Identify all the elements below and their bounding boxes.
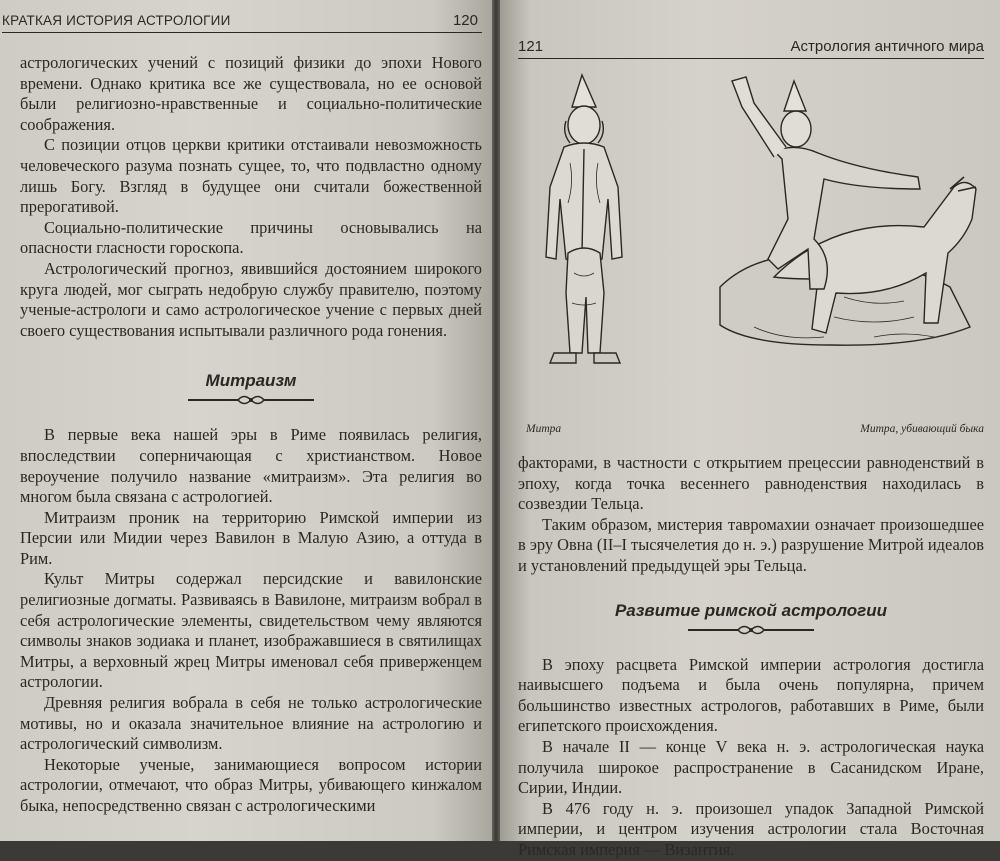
paragraph: В первые века нашей эры в Риме появилась религия, впоследствии соперничающая с христианством. Новое вероучение получило название «митраизм». Эта религия во многом была связана с астрологией. [20,425,482,507]
ornament-divider-icon [686,623,816,637]
left-running-head [2,12,482,33]
mithra-slaying-bull-illustration [714,67,984,367]
left-section-text [20,425,482,816]
paragraph: В 476 году н. э. произошел упадок Западной Римской империи, и центром изучения астрологии стала Восточная Римская империя — Византия. [518,798,984,859]
paragraph: Некоторые ученые, занимающиеся вопросом истории астрологии, отмечают, что образ Митры, убивающего кинжалом быка, непосредственно связан с астрологическими [20,754,482,815]
paragraph: Таким образом, мистерия тавромахии означает произошедшее в эру Овна (II–I тысячелетия до н. э.) разрушение Митрой идеалов и установлений предыдущей эры Тельца. [518,514,984,575]
caption-mithra: Митра [526,423,562,435]
caption-mithra-slaying-bull: Митра, убивающий быка [860,423,984,435]
paragraph: В эпоху расцвета Римской империи астрология достигла наивысшего подъема и была очень популярна, причем большинство известных астрологов, работавших в Риме, были египетского происхождения. [518,654,984,736]
paragraph: Социально-политические причины основывались на опасности гласности гороскопа. [20,217,482,258]
paragraph: Митраизм проник на территорию Римской империи из Персии или Мидии через Вавилон в Малую Азию, а оттуда в Рим. [20,507,482,568]
paragraph: астрологических учений с позиций физики до эпохи Нового времени. Однако критика все же существовала, но ее основой были религиозно-нравственные и социально-политические соображения. [20,53,482,134]
right-running-title: Астрология античного мира [790,38,984,55]
paragraph: факторами, в частности с открытием прецессии равноденствий в эпоху, когда точка весеннего равноденствия находилась в созвездии Тельца. [518,453,984,514]
right-continued-text [518,453,984,577]
left-page-number: 120 [452,12,478,29]
left-page [0,0,492,841]
illustrations [518,73,984,435]
section-title-mithraism: Митраизм [205,371,297,391]
mithra-standing-illustration [524,73,654,373]
paragraph: С позиции отцов церкви критики отстаивали невозможность человеческого разума познать сущее, то, что подвластно одному лишь Богу. Взгляд в будущее они считали божественной прерогативой. [20,135,482,217]
left-intro-text [20,53,482,341]
paragraph: Древняя религия вобрала в себя не только астрологические мотивы, но и оказала значительное влияние на астрологию и астрологический символизм. [20,693,482,754]
right-running-head [518,38,984,59]
paragraph: Астрологический прогноз, явившийся достоянием широкого круга людей, мог сыграть недобрую службу правителю, поэтому ученые-астрологи и само астрологическое учение с первых дней своего существования испытывали различного рода гонения. [20,258,482,340]
right-page [500,0,1000,859]
paragraph: В начале II — конце V века н. э. астрологическая наука получила широкое распространение в Сасанидском Иране, Сирии, Индии. [518,736,984,798]
ornament-divider-icon [186,393,316,407]
right-section-text [518,655,984,861]
left-running-title: КРАТКАЯ ИСТОРИЯ АСТРОЛОГИИ [2,13,231,28]
right-page-number: 121 [518,38,544,55]
paragraph: Культ Митры содержал персидские и вавилонские религиозные догматы. Развиваясь в Вавилоне, митраизм вобрал в себя астрологические элементы, свидетельством чему являются символы знаков зодиака и планет, изображавшиеся в святилищах Митры, а верховный жрец Митры именовал себя приверженцем астрологии. [20,569,482,692]
section-title-roman-astrology: Развитие римской астрологии [614,600,888,620]
